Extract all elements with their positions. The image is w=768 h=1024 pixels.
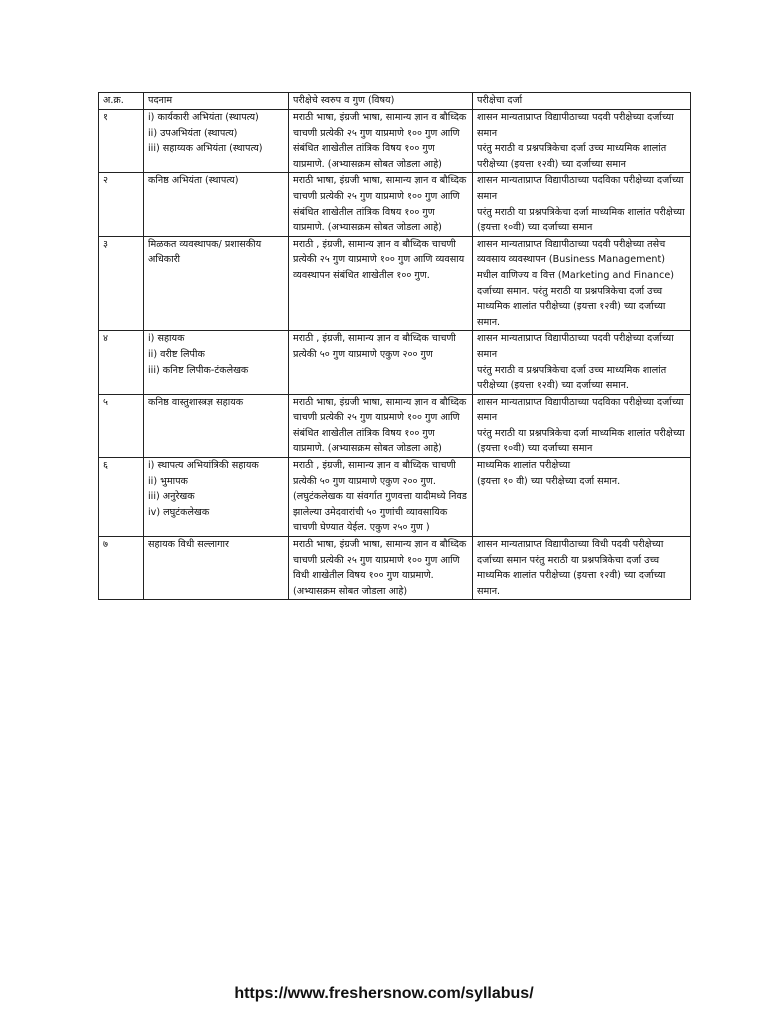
row-post [144, 458, 289, 537]
table-row [99, 458, 691, 537]
post-line: iv) लघुटंकलेखक [148, 506, 210, 518]
level-line: शासन मान्यताप्राप्त विद्यापीठाच्या पदवी परीक्षेच्या दर्जाच्या समान [477, 112, 674, 139]
level-line: माध्यमिक शालांत परीक्षेच्या [477, 460, 571, 472]
level-line: शासन मान्यताप्राप्त विद्यापीठाच्या पदवी परीक्षेच्या दर्जाच्या समान [477, 333, 674, 360]
row-serial: ६ [99, 458, 144, 537]
row-post [144, 331, 289, 394]
row-exam-level [473, 394, 691, 457]
row-serial: ५ [99, 394, 144, 457]
post-line: iii) अनुरेखक [148, 491, 195, 503]
table-header-row [99, 93, 691, 110]
header-post: पदनाम [144, 93, 289, 110]
row-post [144, 110, 289, 173]
table-row [99, 110, 691, 173]
row-exam-level [473, 110, 691, 173]
post-line: iii) सहाय्यक अभियंता (स्थापत्य) [148, 143, 263, 155]
table-row [99, 394, 691, 457]
row-exam-format: मराठी भाषा, इंग्रजी भाषा, सामान्य ज्ञान व बौध्दिक चाचणी प्रत्येकी २५ गुण याप्रमाणे १०० गुण आणि संबंधित शाखेतील तांत्रिक विषय १०० गुण याप्रमाणे. (अभ्यासक्रम सोबत जोडला आहे) [289, 394, 473, 457]
row-exam-level [473, 236, 691, 331]
row-post [144, 236, 289, 331]
row-exam-format: मराठी भाषा, इंग्रजी भाषा, सामान्य ज्ञान व बौध्दिक चाचणी प्रत्येकी २५ गुण याप्रमाणे १०० गुण आणि संबंधित शाखेतील तांत्रिक विषय १०० गुण याप्रमाणे. (अभ्यासक्रम सोबत जोडला आहे) [289, 110, 473, 173]
level-line: परंतु मराठी या प्रश्नपत्रिकेचा दर्जा माध्यमिक शालांत परीक्षेच्या (इयत्ता १०वी) च्या दर्जाच्या समान [477, 427, 685, 455]
post-line: कनिष्ठ अभियंता (स्थापत्य) [148, 175, 239, 187]
header-exam-level: परीक्षेचा दर्जा [473, 93, 691, 110]
row-exam-format: मराठी , इंग्रजी, सामान्य ज्ञान व बौध्दिक चाचणी प्रत्येकी ५० गुण याप्रमाणे एकुण २०० गुण. (लघुटंकलेखक या संवर्गात गुणवत्ता यादीमध्ये निवड झालेल्या उमेदवारांची ५० गुणांची व्यावसायिक चाचणी घेण्यात येईल. एकुण २५० गुण ) [289, 458, 473, 537]
level-line: परंतु मराठी व प्रश्नपत्रिकेचा दर्जा उच्च माध्यमिक शालांत परीक्षेच्या (इयत्ता १२वी) च्या दर्जाच्या समान. [477, 364, 667, 392]
footer-url[interactable]: https://www.freshersnow.com/syllabus/ [234, 985, 534, 1002]
table-row [99, 537, 691, 600]
post-line: i) स्थापत्य अभियांत्रिकी सहायक [148, 460, 259, 472]
post-line: i) कार्यकारी अभियंता (स्थापत्य) [148, 112, 259, 123]
exam-table [98, 92, 691, 600]
post-line: iii) कनिष्ट लिपीक-टंकलेखक [148, 364, 249, 376]
table-row [99, 236, 691, 331]
level-line: परंतु मराठी या प्रश्नपत्रिकेचा दर्जा माध्यमिक शालांत परीक्षेच्या (इयत्ता १०वी) च्या दर्जाच्या समान [477, 206, 685, 234]
post-line: i) सहायक [148, 333, 185, 345]
header-exam-format: परीक्षेचे स्वरुप व गुण (विषय) [289, 93, 473, 110]
level-line: शासन मान्यताप्राप्त विद्यापीठाच्या पदविका परीक्षेच्या दर्जाच्या समान [477, 175, 684, 202]
row-exam-level [473, 331, 691, 394]
level-line: शासन मान्यताप्राप्त विद्यापीठाच्या पदविका परीक्षेच्या दर्जाच्या समान [477, 396, 684, 424]
level-line: परंतु मराठी व प्रश्नपत्रिकेचा दर्जा उच्च माध्यमिक शालांत परीक्षेच्या (इयत्ता १२वी) च्या दर्जाच्या समान [477, 143, 667, 170]
row-post [144, 537, 289, 600]
row-serial: २ [99, 173, 144, 236]
row-post [144, 173, 289, 236]
table-row [99, 331, 691, 394]
row-exam-level [473, 458, 691, 537]
header-serial: अ.क्र. [99, 93, 144, 110]
post-line: सहायक विधी सल्लागार [148, 539, 229, 551]
level-line: शासन मान्यताप्राप्त विद्यापीठाच्या पदवी परीक्षेच्या तसेच व्यवसाय व्यवस्थापन (Business Management) मधील वाणिज्य व वित्त (Marketing and Finance) दर्जाच्या समान. परंतु मराठी या प्रश्नपत्रिकेचा दर्जा उच्च माध्यमिक शालांत परीक्षेच्या (इयत्ता १२वी) च्या दर्जाच्या समान. [477, 238, 675, 328]
row-exam-level [473, 173, 691, 236]
post-line: ii) उपअभियंता (स्थापत्य) [148, 127, 238, 139]
row-serial: १ [99, 110, 144, 173]
post-line: ii) भुमापक [148, 475, 188, 487]
row-exam-format: मराठी , इंग्रजी, सामान्य ज्ञान व बौध्दिक चाचणी प्रत्येकी ५० गुण याप्रमाणे एकुण २०० गुण [289, 331, 473, 394]
row-exam-format: मराठी भाषा, इंग्रजी भाषा, सामान्य ज्ञान व बौध्दिक चाचणी प्रत्येकी २५ गुण याप्रमाणे १०० गुण आणि विधी शाखेतील विषय १०० गुण याप्रमाणे. (अभ्यासक्रम सोबत जोडला आहे) [289, 537, 473, 600]
row-exam-level [473, 537, 691, 600]
post-line: मिळकत व्यवस्थापक/ प्रशासकीय अधिकारी [148, 238, 262, 266]
row-exam-format: मराठी , इंग्रजी, सामान्य ज्ञान व बौध्दिक चाचणी प्रत्येकी २५ गुण याप्रमाणे १०० गुण आणि व्यवसाय व्यवस्थापन संबंधित शाखेतील १०० गुण. [289, 236, 473, 331]
level-line: शासन मान्यताप्राप्त विद्यापीठाच्या विधी पदवी परीक्षेच्या दर्जाच्या समान परंतु मराठी या प्रश्नपत्रिकेचा दर्जा उच्च माध्यमिक शालांत परीक्षेच्या (इयत्ता १२वी) च्या दर्जाच्या समान. [477, 539, 666, 597]
level-line: (इयत्ता १० वी) च्या परीक्षेच्या दर्जा समान. [477, 475, 621, 487]
table-row [99, 173, 691, 236]
row-serial: ७ [99, 537, 144, 600]
post-line: कनिष्ठ वास्तुशास्त्रज्ञ सहायक [148, 396, 244, 408]
row-serial: ४ [99, 331, 144, 394]
row-post [144, 394, 289, 457]
post-line: ii) वरीष्ट लिपीक [148, 348, 205, 360]
row-serial: ३ [99, 236, 144, 331]
row-exam-format: मराठी भाषा, इंग्रजी भाषा, सामान्य ज्ञान व बौध्दिक चाचणी प्रत्येकी २५ गुण याप्रमाणे १०० गुण आणि संबंधित शाखेतील तांत्रिक विषय १०० गुण याप्रमाणे. (अभ्यासक्रम सोबत जोडला आहे) [289, 173, 473, 236]
